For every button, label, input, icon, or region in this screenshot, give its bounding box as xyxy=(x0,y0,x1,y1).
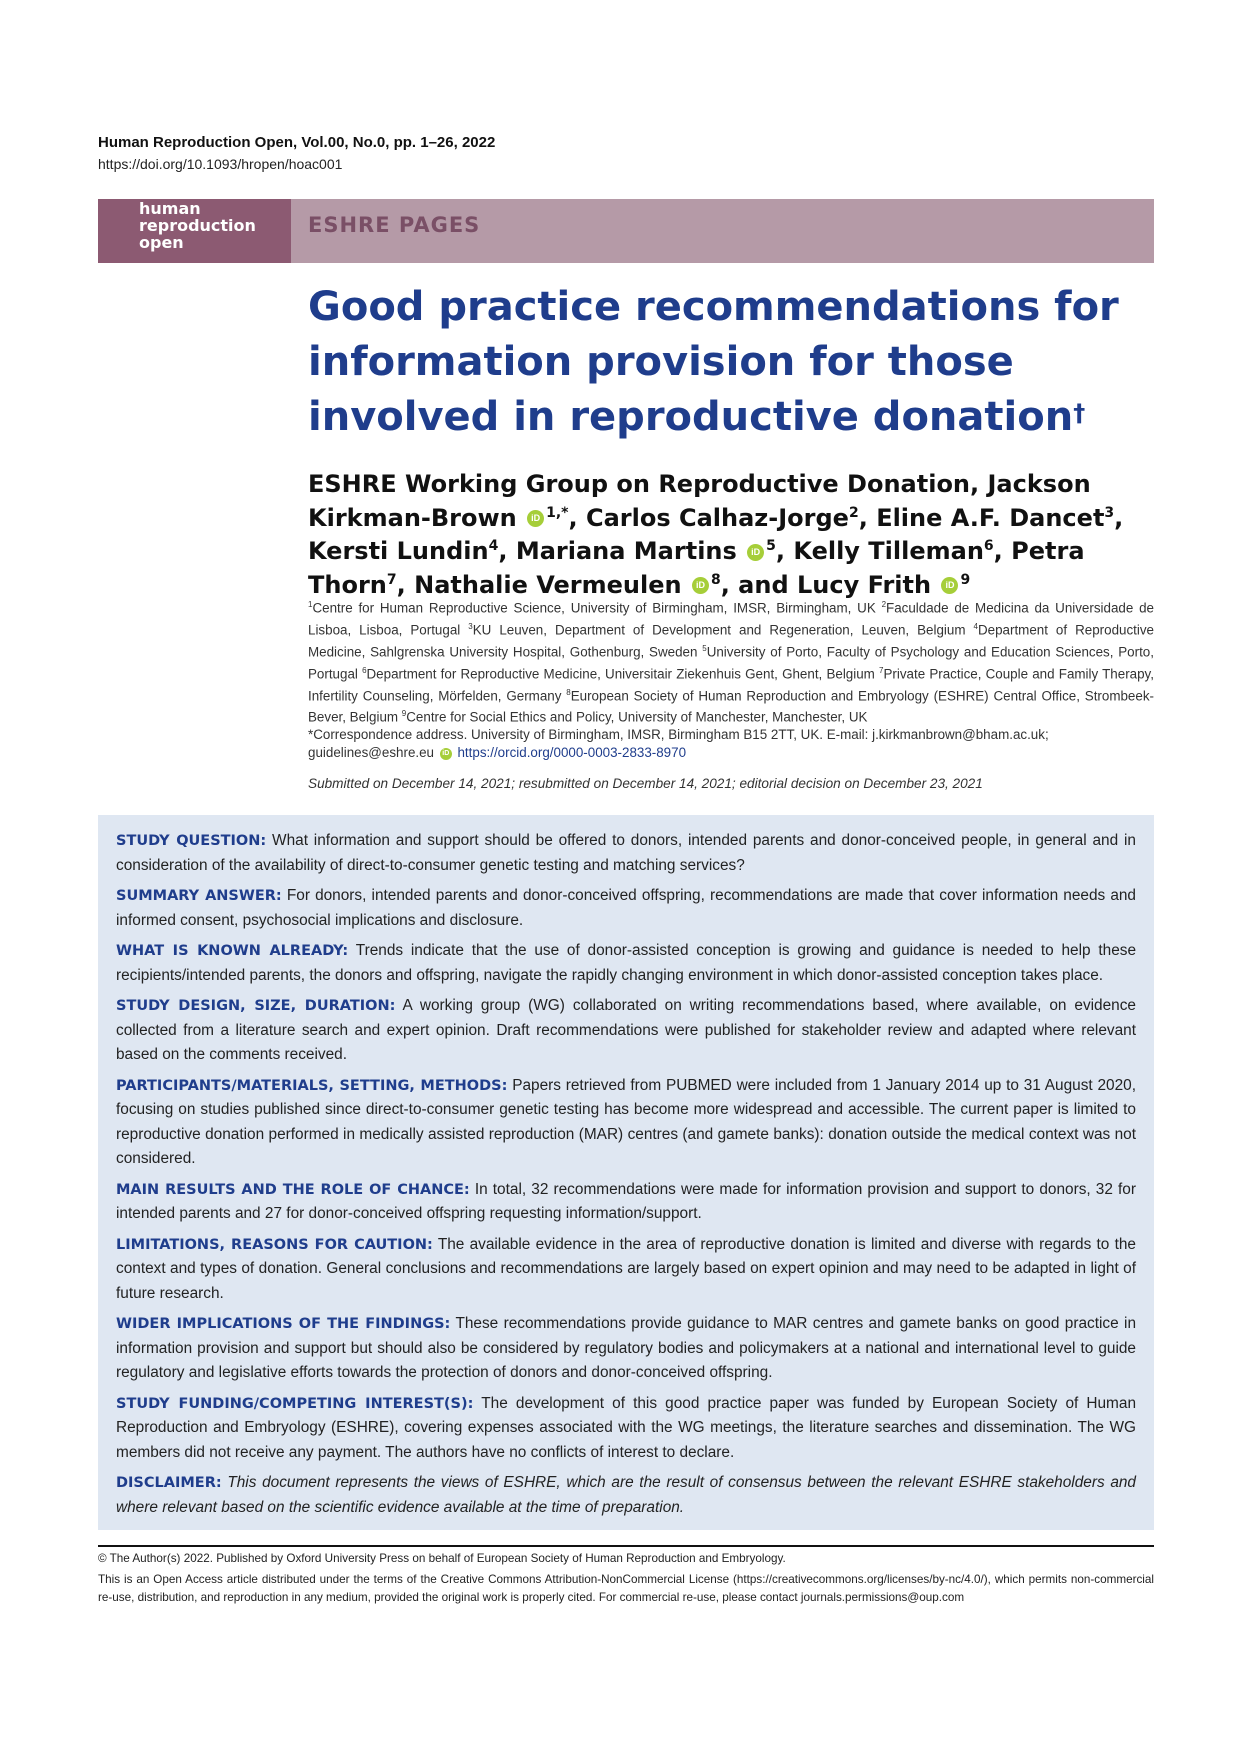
logo-line-3: open xyxy=(139,233,184,252)
orcid-icon[interactable]: iD xyxy=(747,544,764,561)
affiliation-number: 1 xyxy=(308,600,313,609)
affiliation-number: 6 xyxy=(362,665,367,675)
abstract-section-label: SUMMARY ANSWER: xyxy=(116,888,282,904)
affiliation-number: 2 xyxy=(881,600,887,609)
journal-logo xyxy=(98,199,291,263)
submission-dates: Submitted on December 14, 2021; resubmitted on December 14, 2021; editorial decision on December 23, 2021 xyxy=(308,776,983,791)
abstract-section-label: LIMITATIONS, REASONS FOR CAUTION: xyxy=(116,1236,433,1253)
abstract-section-label: WHAT IS KNOWN ALREADY: xyxy=(116,943,349,959)
author-name: ESHRE Working Group on Reproductive Donation, Jackson Kirkman-Brown xyxy=(308,470,1091,532)
abstract-section xyxy=(116,884,1136,933)
abstract-section xyxy=(116,1392,1136,1466)
author-name: Kersti Lundin xyxy=(308,537,489,565)
logo-line-1: human xyxy=(139,199,201,218)
author-name: Nathalie Vermeulen xyxy=(414,570,682,599)
author-affiliation-mark: 6 xyxy=(983,538,994,554)
abstract-section-text: Papers retrieved from PUBMED were included from 1 January 2014 up to 31 August 2020, focusing on studies published since direct-to-consumer genetic testing has become more widespread and accessible. The current paper is limited to reproductive donation performed in medically assisted reproduction (MAR) centres (and gamete banks): donation outside the medical context was not considered. xyxy=(116,1076,1136,1167)
affiliation-number: 8 xyxy=(566,687,571,697)
abstract-section-text: What information and support should be offered to donors, intended parents and donor-conceived people, in general and in consideration of the availability of direct-to-consumer genetic testing and matching services? xyxy=(116,832,1136,874)
orcid-icon[interactable]: iD xyxy=(692,577,709,594)
affiliation-text: European Society of Human Reproduction and Embryology (ESHRE) Central Office, Strombeek-Bever, Belgium xyxy=(308,687,1154,725)
author-name: Carlos Calhaz-Jorge xyxy=(585,503,849,532)
correspondence-address xyxy=(308,726,1154,763)
abstract-section-text: In total, 32 recommendations were made for information provision and support to donors, 32 for intended parents and 27 for donor-conceived offspring requesting information/support. xyxy=(116,1180,1136,1222)
abstract-section-label: WIDER IMPLICATIONS OF THE FINDINGS: xyxy=(116,1316,451,1332)
abstract-section-text: These recommendations provide guidance to MAR centres and gamete banks on good practice in information provision and support but should also be considered by regulatory bodies and policymakers at a national and international level to guide regulatory and legislative efforts towards the protection of donors and donor-conceived offspring. xyxy=(116,1315,1137,1381)
copyright-notice: © The Author(s) 2022. Published by Oxford University Press on behalf of European Society of Human Reproduction and Embryology. xyxy=(98,1552,786,1565)
affiliation-number: 9 xyxy=(401,709,407,719)
author-affiliation-mark: 8 xyxy=(710,571,721,588)
abstract-section-text: The available evidence in the area of reproductive donation is limited and diverse with regards to the context and types of donation. General conclusions and recommendations are largely based on expert opinion and may need to be adapted in light of future research. xyxy=(116,1235,1136,1302)
author-name: Petra Thorn xyxy=(308,537,1085,599)
abstract-section xyxy=(116,1074,1136,1172)
abstract-section xyxy=(116,939,1136,988)
title-text: Good practice recommendations for information provision for those involved in reproductive donation xyxy=(308,284,1119,440)
author-name: Mariana Martins xyxy=(515,537,737,565)
author-affiliation-mark: 5 xyxy=(766,538,776,554)
article-title xyxy=(308,280,1168,445)
author-list: ESHRE Working Group on Reproductive Donation, Jackson Kirkman-Brown iD $^{1,*}$, Carlos Calhaz-Jorge$^2$, Eline A.F. Dancet$^3$, Kersti Lundin$^4$, Mariana Martins iD $^5$, Kelly Tilleman$^6$, Petra Thorn$^7$, Nathalie Vermeulen iD $^8$, and Lucy Frith iD $^9$ xyxy=(308,470,1124,599)
title-footnote-mark: † xyxy=(1073,399,1086,427)
author-affiliation-mark: 2 xyxy=(848,504,859,521)
abstract-section-label: MAIN RESULTS AND THE ROLE OF CHANCE: xyxy=(116,1181,470,1198)
affiliation-text: Faculdade de Medicina da Universidade de Lisboa, Lisboa, Portugal xyxy=(308,600,1154,638)
affiliation-text: University of Porto, Faculty of Psychology and Education Sciences, Porto, Portugal xyxy=(308,644,1154,682)
abstract-section-text: A working group (WG) collaborated on writing recommendations based, where available, on evidence collected from a literature search and expert opinion. Draft recommendations were published for stakeholder review and adapted where relevant based on the comments received. xyxy=(116,997,1136,1063)
author-name: Kelly Tilleman xyxy=(793,537,984,565)
correspondence-text: *Correspondence address. University of Birmingham, IMSR, Birmingham B15 2TT, UK. E-mail: j.kirkmanbrown@bham.ac.uk; guidelines@eshre.eu xyxy=(308,727,1049,761)
affiliation-text: Centre for Social Ethics and Policy, University of Manchester, Manchester, UK xyxy=(406,709,868,725)
abstract-section xyxy=(116,1471,1136,1520)
abstract-section-label: DISCLAIMER: xyxy=(116,1475,222,1491)
author-affiliation-mark: 7 xyxy=(386,571,397,588)
affiliations xyxy=(308,596,1154,727)
orcid-icon[interactable]: iD xyxy=(527,510,544,527)
abstract-section-text: For donors, intended parents and donor-conceived offspring, recommendations are made that cover information needs and informed consent, psychosocial implications and disclosure. xyxy=(116,887,1136,929)
section-label: ESHRE PAGES xyxy=(308,213,481,237)
orcid-link[interactable]: https://orcid.org/0000-0003-2833-8970 xyxy=(457,745,687,761)
abstract-section-label: STUDY DESIGN, SIZE, DURATION: xyxy=(116,998,396,1014)
author-affiliation-mark: 9 xyxy=(960,571,971,588)
abstract-section xyxy=(116,1233,1136,1307)
affiliation-text: Centre for Human Reproductive Science, University of Birmingham, IMSR, Birmingham, UK xyxy=(312,600,876,616)
author-affiliation-mark: 1,* xyxy=(546,504,569,521)
structured-abstract xyxy=(98,815,1154,1530)
abstract-section-text: The development of this good practice paper was funded by European Society of Human Reproduction and Embryology (ESHRE), covering expenses associated with the WG meetings, the literature searches and dissemination. The WG members did not receive any payment. The authors have no conflicts of interest to declare. xyxy=(116,1394,1136,1461)
abstract-section xyxy=(116,1312,1136,1386)
abstract-section-label: PARTICIPANTS/MATERIALS, SETTING, METHODS: xyxy=(116,1077,508,1094)
affiliation-number: 7 xyxy=(879,665,884,675)
footer-divider xyxy=(98,1545,1154,1547)
affiliation-text: KU Leuven, Department of Development and Regeneration, Leuven, Belgium xyxy=(472,622,966,638)
license-notice: This is an Open Access article distributed under the terms of the Creative Commons Attribution-NonCommercial License (https://creativecommons.org/licenses/by-nc/4.0/), which permits non-commercial re-use, distribution, and reproduction in any medium, provided the original work is properly cited. For commercial re-use, please contact journals.permissions@oup.com xyxy=(98,1573,1154,1604)
affiliation-number: 3 xyxy=(468,621,473,631)
abstract-section-label: STUDY QUESTION: xyxy=(116,833,267,849)
author-affiliation-mark: 4 xyxy=(488,538,499,554)
author-affiliation-mark: 3 xyxy=(1104,504,1115,521)
abstract-section-text: Trends indicate that the use of donor-assisted conception is growing and guidance is needed to help these recipients/intended parents, the donors and offspring, navigate the rapidly changing environment in which donor-assisted conception takes place. xyxy=(116,942,1137,984)
logo-line-2: reproduction xyxy=(139,216,256,235)
abstract-section-text: This document represents the views of ESHRE, which are the result of consensus between the relevant ESHRE stakeholders and where relevant based on the scientific evidence available at the time of preparation. xyxy=(116,1474,1136,1516)
doi-link[interactable]: https://doi.org/10.1093/hropen/hoac001 xyxy=(98,156,343,172)
section-banner xyxy=(98,199,1154,263)
affiliation-text: Private Practice, Couple and Family Therapy, Infertility Counseling, Mörfelden, Germany xyxy=(308,666,1154,703)
orcid-icon[interactable]: iD xyxy=(941,577,958,594)
author-name: Eline A.F. Dancet xyxy=(876,503,1105,532)
affiliation-number: 4 xyxy=(973,621,978,631)
abstract-content xyxy=(116,829,1136,1526)
abstract-section-label: STUDY FUNDING/COMPETING INTEREST(S): xyxy=(116,1395,474,1412)
author-name: and Lucy Frith xyxy=(738,570,932,599)
affiliation-number: 5 xyxy=(702,643,707,653)
journal-citation: Human Reproduction Open, Vol.00, No.0, pp. 1–26, 2022 xyxy=(98,134,496,151)
orcid-icon[interactable]: iD xyxy=(440,748,452,760)
affiliation-text: Department for Reproductive Medicine, Universitair Ziekenhuis Gent, Ghent, Belgium xyxy=(366,666,875,682)
affiliation-text: Department of Reproductive Medicine, Sahlgrenska University Hospital, Gothenburg, Sweden xyxy=(308,622,1154,660)
abstract-section xyxy=(116,829,1136,878)
abstract-section xyxy=(116,994,1136,1068)
abstract-section xyxy=(116,1178,1136,1227)
